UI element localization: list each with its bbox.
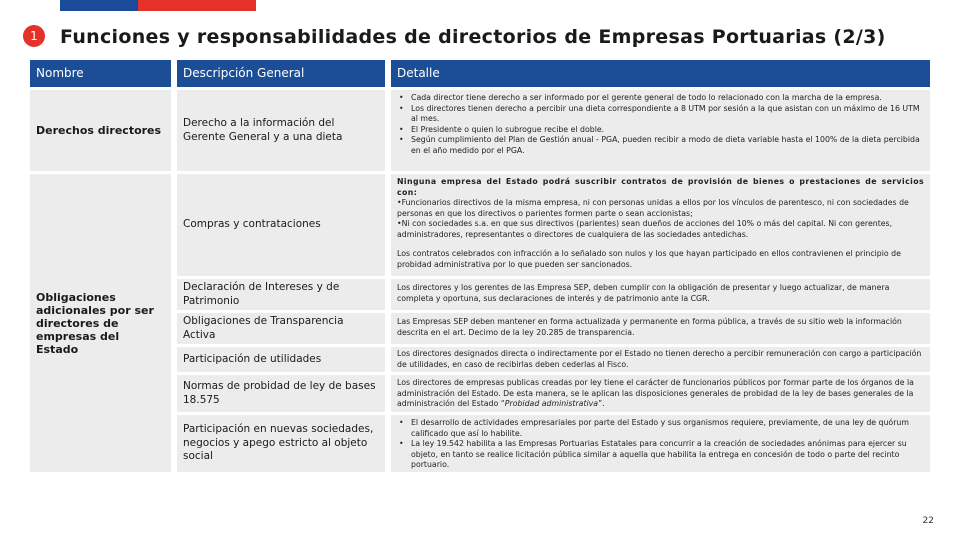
header-descripcion: Descripción General (177, 60, 385, 87)
table-header (30, 60, 930, 87)
section-number-badge: 1 (23, 25, 45, 47)
row-compras-detail (391, 174, 930, 276)
slide-title: Funciones y responsabilidades de directorios de Empresas Portuarias (2/3) (60, 26, 886, 48)
probidad-end: ”. (598, 399, 605, 409)
page-number: 22 (922, 516, 934, 526)
derechos-bullet: • Cada director tiene derecho a ser informado por el gerente general de todo lo relacionado con la marcha de la empresa. (397, 93, 924, 104)
row-obligaciones-name: Obligaciones adicionales por ser directores de empresas del Estado (30, 174, 171, 472)
row-derechos-detail (391, 90, 930, 171)
derechos-bullet: • El Presidente o quien lo subrogue recibe el doble. (397, 125, 924, 136)
row-utilidades-detail: Los directores designados directa o indirectamente por el Estado no tienen derecho a percibir remuneración con cargo a participación de utilidades, en caso de recibirlas deben cederlas al Fisco. (391, 347, 930, 372)
row-transparencia-description: Obligaciones de Transparencia Activa (177, 313, 385, 344)
flag-bar (60, 0, 256, 11)
probidad-italic: Probidad administrativa (504, 399, 599, 409)
row-transparencia-detail: Las Empresas SEP deben mantener en forma actualizada y permanente en forma pública, a través de su sitio web la información descrita en el art. Decimo de la ley 20.285 de transparencia. (391, 313, 930, 344)
row-sociedades-description: Participación en nuevas sociedades, negocios y apego estricto al objeto social (177, 415, 385, 472)
derechos-bullet: • Los directores tienen derecho a percibir una dieta correspondiente a 8 UTM por sesión a la que asistan con un máximo de 16 UTM al mes. (397, 104, 924, 125)
compras-heading: Ninguna empresa del Estado podrá suscribir contratos de provisión de bienes o prestaciones de servicios con: (397, 177, 924, 197)
row-probidad-description: Normas de probidad de ley de bases 18.575 (177, 375, 385, 412)
flag-bar-red (138, 0, 256, 11)
compras-line: •Funcionarios directivos de la misma empresa, ni con personas unidas a ellos por los vínculos de parentesco, ni con sociedades de personas en que los directivos o parientes formen parte o sean accionistas; (397, 198, 909, 218)
compras-line: •Ni con sociedades s.a. en que sus directivos (parientes) sean dueños de acciones del 10% o más del capital. Ni con gerentes, administradores, representantes o directores de cualquiera de las sociedades antedichas. (397, 219, 893, 239)
row-intereses-detail: Los directores y los gerentes de las Empresa SEP, deben cumplir con la obligación de presentar y luego actualizar, de manera completa y oportuna, sus declaraciones de interés y de patrimonio ante la CGR. (391, 279, 930, 310)
row-derechos-name: Derechos directores (30, 90, 171, 171)
row-compras-description: Compras y contrataciones (177, 174, 385, 276)
probidad-text: Los directores de empresas publicas creadas por ley tiene el carácter de funcionarios públicos por formar parte de los órganos de la administración del Estado. De esta manera, se le aplican las disposiciones generales de probidad de la ley de bases generales de la administración del Estado “ (397, 378, 914, 409)
row-probidad-detail (391, 375, 930, 412)
flag-bar-blue (60, 0, 138, 11)
row-sociedades-detail (391, 415, 930, 472)
row-utilidades-description: Participación de utilidades (177, 347, 385, 372)
header-detalle: Detalle (391, 60, 930, 87)
derechos-bullet: • Según cumplimiento del Plan de Gestión anual - PGA, pueden recibir a modo de dieta variable hasta el 100% de la dieta percibida en el año medido por el PGA. (397, 135, 924, 156)
header-nombre: Nombre (30, 60, 171, 87)
row-intereses-description: Declaración de Intereses y de Patrimonio (177, 279, 385, 310)
sociedades-bullet: • La ley 19.542 habilita a las Empresas Portuarias Estatales para concurrir a la creación de sociedades anónimas para ejercer su objeto, en tanto se realice licitación pública similar a aquella que habilita la entrega en concesión de todo o parte del recinto portuario. (397, 439, 924, 471)
sociedades-bullet: • El desarrollo de actividades empresariales por parte del Estado y sus organismos requiere, previamente, de una ley de quórum calificado que así lo habilite. (397, 418, 924, 439)
row-derechos-description: Derecho a la información del Gerente General y a una dieta (177, 90, 385, 171)
compras-closing: Los contratos celebrados con infracción a lo señalado son nulos y los que hayan participado en ellos contravienen el principio de probidad administrativa por lo que pueden ser sancionados. (397, 249, 901, 269)
